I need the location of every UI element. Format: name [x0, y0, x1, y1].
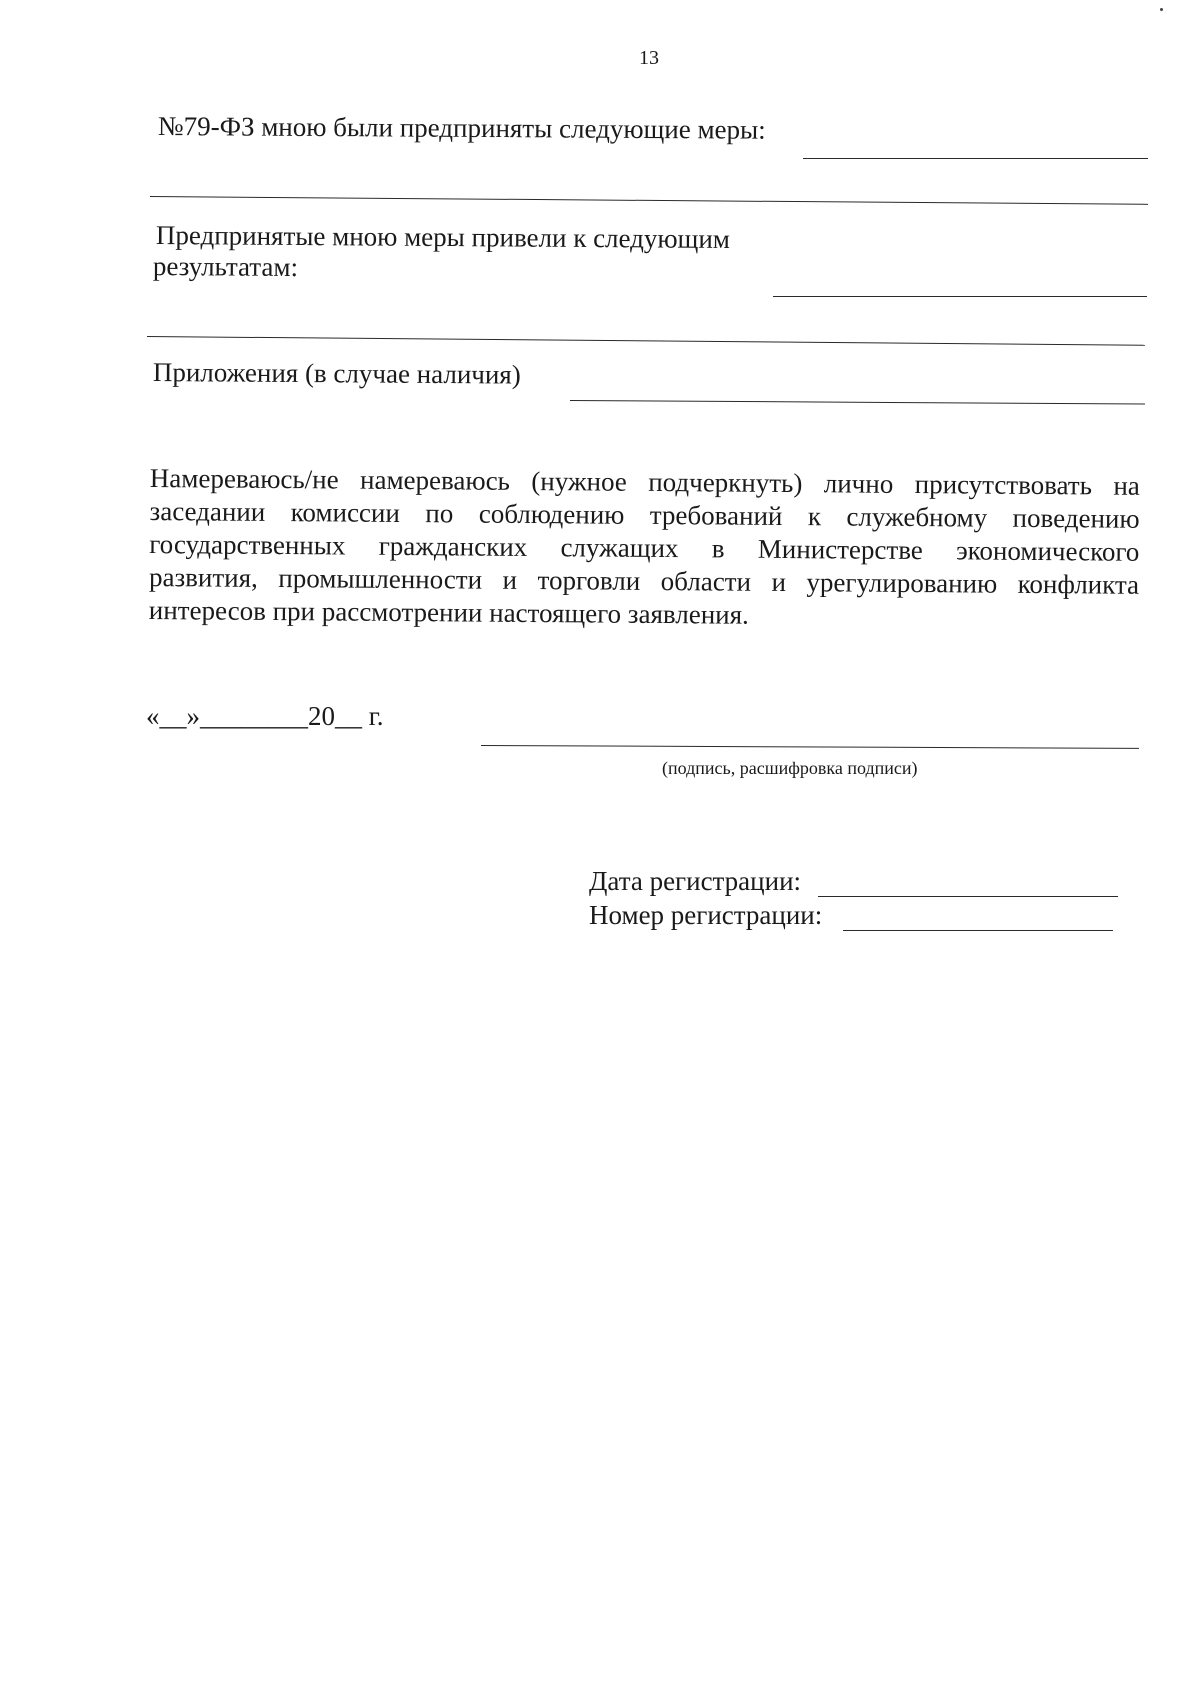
registration-date-label: Дата регистрации:	[589, 866, 802, 896]
attachments-label: Приложения (в случае наличия)	[152, 357, 521, 390]
measures-label: №79-ФЗ мною были предприняты следующие меры:	[157, 111, 766, 145]
results-fill-line-2[interactable]	[147, 336, 1145, 346]
intention-line: Намереваюсь/не намереваюсь (нужное подчеркнуть) лично присутствовать на	[149, 462, 1140, 501]
registration-number-line[interactable]	[843, 930, 1113, 931]
results-label-line2: результатам:	[152, 251, 299, 283]
measures-fill-line[interactable]	[803, 158, 1148, 159]
intention-line: развития, промышленности и торговли области и урегулированию конфликта	[148, 561, 1140, 600]
registration-date-line[interactable]	[818, 896, 1118, 897]
scan-speck	[1160, 8, 1163, 11]
intention-line: интересов при рассмотрении настоящего заявления.	[148, 594, 749, 630]
intention-line: заседании комиссии по соблюдению требований к служебному поведению	[149, 495, 1140, 534]
date-line[interactable]: «__»________20__ г.	[146, 701, 384, 731]
results-fill-line[interactable]	[773, 296, 1147, 297]
intention-line: государственных гражданских служащих в Министерстве экономического	[149, 528, 1140, 567]
attachments-fill-line[interactable]	[570, 400, 1145, 405]
signature-caption: (подпись, расшифровка подписи)	[662, 758, 918, 778]
measures-fill-line-2[interactable]	[150, 196, 1148, 205]
page-number: 13	[639, 47, 659, 69]
signature-line[interactable]	[481, 745, 1139, 749]
intention-paragraph	[149, 462, 1140, 635]
registration-number-label: Номер регистрации:	[589, 900, 823, 930]
results-label-line1: Предпринятые мною меры привели к следующим	[155, 220, 731, 255]
